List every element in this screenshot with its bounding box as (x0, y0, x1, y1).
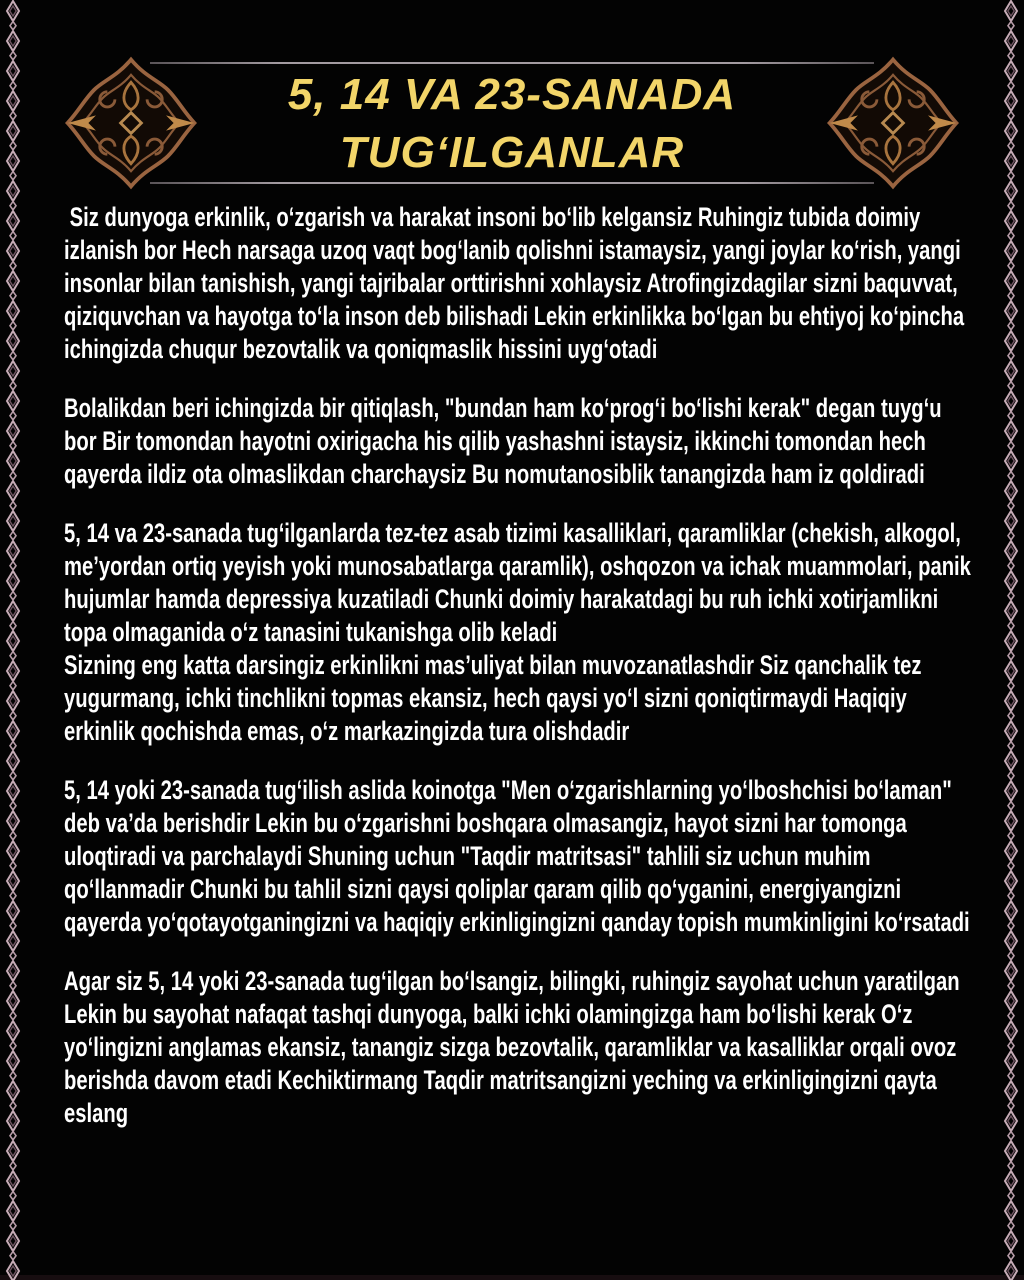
header-divider-bottom (150, 182, 874, 184)
paragraph-lesson: Sizning eng katta darsingiz erkinlikni mas’uliyat bilan muvozanatlashdir Siz qanchalik tez yugurmang, ichki tinchlikni topmas ekansiz, hech qaysi yo‘l sizni qoniqtirmaydi Haqiqiy erkinlik qochishda emas, o‘z markazingizda tura olishdadir (64, 650, 928, 746)
article-body (64, 201, 979, 1156)
header-divider-top (150, 62, 874, 64)
paragraph-childhood: Bolalikdan beri ichingizda bir qitiqlash, "bundan ham ko‘prog‘i bo‘lishi kerak" degan tuyg‘u bor Bir tomondan hayotni oxirigacha his qilib yashashni istaysiz, ikkinchi tomondan hech qayerda ildiz ota olmaslikdan charchaysiz Bu nomutanosiblik tanangizda ham iz qoldiradi (64, 393, 948, 489)
chain-border-left-icon (3, 0, 23, 1280)
arabesque-ornament-left-icon (60, 52, 202, 194)
page-title-line1: 5, 14 VA 23-SANADA (287, 70, 737, 119)
arabesque-ornament-right-icon (822, 52, 964, 194)
chain-border-right-icon (1001, 0, 1021, 1280)
paragraph-conclusion: Agar siz 5, 14 yoki 23-sanada tug‘ilgan bo‘lsangiz, bilingki, ruhingiz sayohat uchun yaratilgan Lekin bu sayohat nafaqat tashqi dunyoga, balki ichki olamingizga ham bo‘lishi kerak O‘z yo‘lingizni anglamas ekansiz, tanangiz sizga bezovtalik, qaramliklar va kasalliklar orqali ovoz berishda davom etadi Kechiktirmang Taqdir matritsangizni yeching va erkinligingizni qayta eslang (64, 966, 966, 1128)
paragraph-health: 5, 14 va 23-sanada tug‘ilganlarda tez-tez asab tizimi kasalliklari, qaramliklar (chekish, alkogol, me’yordan ortiq yeyish yoki munosabatlarga qaramlik), oshqozon va ichak muammolari, panik hujumlar hamda depressiya kuzatiladi Chunki doimiy harakatdagi bu ruh ichki xotirjamlikni topa olmaganida o‘z tanasini tukanishga olib keladi (64, 518, 977, 647)
bottom-edge-shade (0, 1275, 1024, 1280)
paragraph-promise: 5, 14 yoki 23-sanada tug‘ilish aslida koinotga "Men o‘zgarishlarning yo‘lboshchisi bo‘laman" deb va’da berishdir Lekin bu o‘zgarishni boshqara olmasangiz, hayot sizni har tomonga uloqtiradi va parchalaydi Shuning uchun "Taqdir matritsasi" tahlili siz uchun muhim qo‘llanmadir Chunki bu tahlil sizni qaysi qoliplar qaram qilib qo‘yganini, energiyangizni qayerda yo‘qotayotganingizni va haqiqiy erkinligingizni qanday topish mumkinligini ko‘rsatadi (64, 775, 970, 937)
header (0, 0, 1024, 200)
paragraph-intro: Siz dunyoga erkinlik, o‘zgarish va harakat insoni bo‘lib kelgansiz Ruhingiz tubida doimiy izlanish bor Hech narsaga uzoq vaqt bog‘lanib qolishni istamaysiz, yangi joylar ko‘rish, yangi insonlar bilan tanishish, yangi tajribalar orttirishni xohlaysiz Atrofingizdagilar sizni baquvvat, qiziquvchan va hayotga to‘la inson deb bilishadi Lekin erkinlikka bo‘lgan bu ehtiyoj ko‘pincha ichingizda chuqur bezovtalik va qoniqmaslik hissini uyg‘otadi (64, 202, 970, 364)
page-title-line2: TUG‘ILGANLAR (339, 128, 685, 177)
